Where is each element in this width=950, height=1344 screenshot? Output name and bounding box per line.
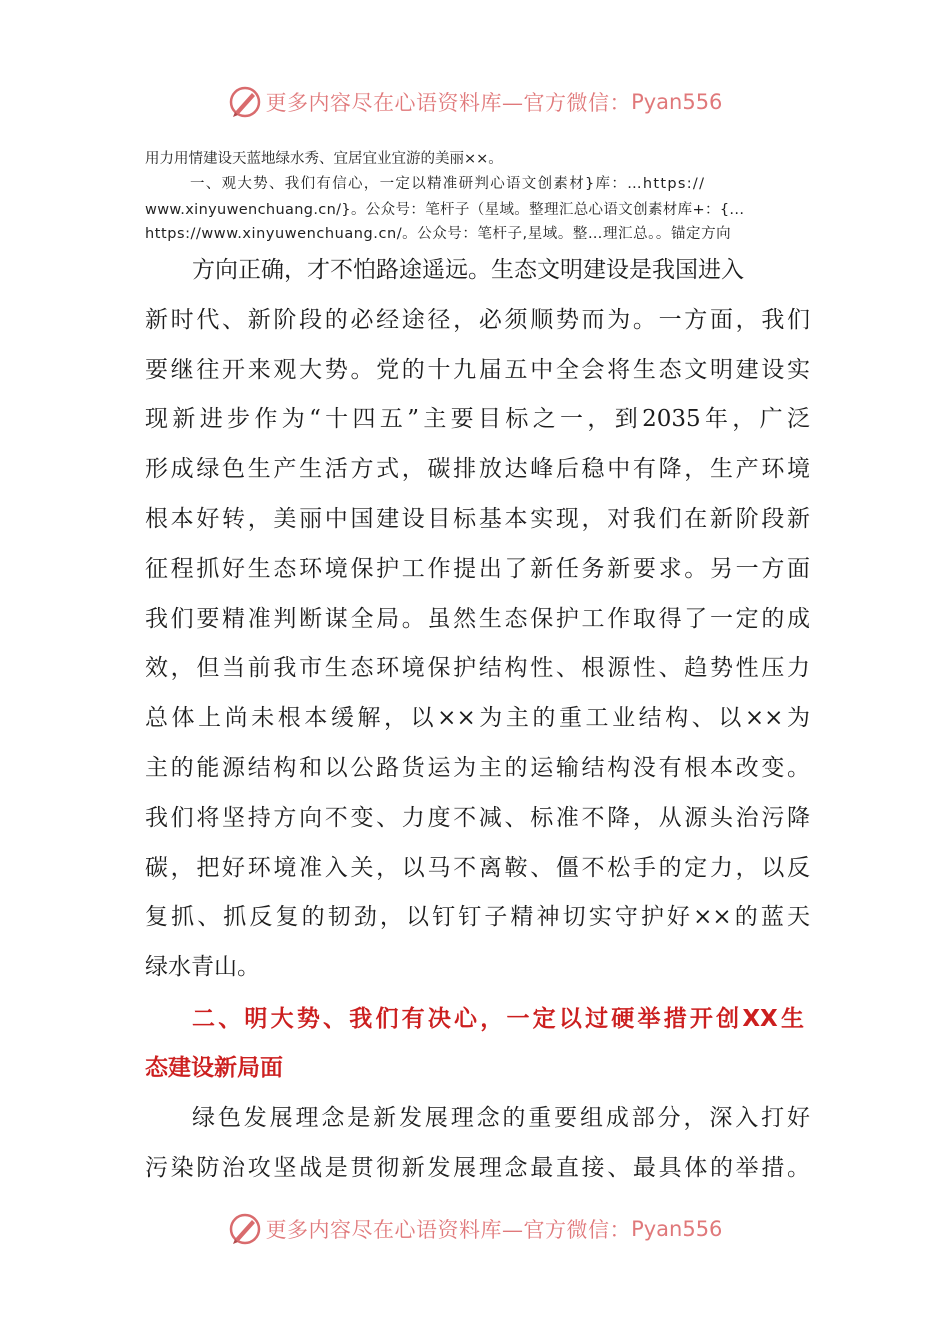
banner-wechat-id: Pyan556 (631, 1217, 723, 1241)
body-line: 复抓、抓反复的韧劲，以钉钉子精神切实守护好××的蓝天 (145, 904, 810, 930)
body-line: 绿色发展理念是新发展理念的重要组成部分，深入打好 (192, 1105, 810, 1131)
header-line: www.xinyuwenchuang.cn/}。公众号：笔杆子（星域。整理汇总心语文创素材库+：{... (145, 202, 745, 218)
bottom-banner (0, 1209, 950, 1249)
body-line: 主的能源结构和以公路货运为主的运输结构没有根本改变。 (145, 755, 810, 781)
body-line: 绿水青山。 (145, 954, 260, 980)
body-line: 形成绿色生产生活方式，碳排放达峰后稳中有降，生产环境 (145, 456, 810, 482)
banner-text: 更多内容尽在心语资料库—官方微信： (265, 1218, 632, 1242)
body-line: 征程抓好生态环境保护工作提出了新任务新要求。另一方面 (145, 556, 810, 582)
banner-text: 更多内容尽在心语资料库—官方微信： (265, 91, 632, 115)
body-line: 效，但当前我市生态环境保护结构性、根源性、趋势性压力 (145, 655, 810, 681)
section-heading: 态建设新局面 (145, 1055, 283, 1081)
section-heading: 二、明大势、我们有决心，一定以过硬举措开创XX生 (192, 1006, 804, 1032)
body-line: 方向正确，才不怕路途遥远。生态文明建设是我国进入 (192, 257, 744, 283)
body-line: 现新进步作为“十四五”主要目标之一，到2035年，广泛 (145, 406, 810, 432)
banner-wechat-id: Pyan556 (631, 90, 723, 114)
body-line: 新时代、新阶段的必经途径，必须顺势而为。一方面，我们 (145, 307, 810, 333)
header-line: 一、观大势、我们有信心，一定以精准研判心语文创素材}库：…https:// (190, 176, 706, 192)
header-line: https://www.xinyuwenchuang.cn/。公众号：笔杆子,星域。整…理汇总。。锚定方向 (145, 226, 732, 242)
body-line: 我们要精准判断谋全局。虽然生态保护工作取得了一定的成 (145, 606, 810, 632)
header-line: 用力用情建设天蓝地绿水秀、宜居宜业宜游的美丽××。 (145, 151, 503, 167)
body-line: 碳，把好环境准入关，以马不离鞍、僵不松手的定力，以反 (145, 855, 810, 881)
body-line: 我们将坚持方向不变、力度不减、标准不降，从源头治污降 (145, 805, 810, 831)
body-line: 总体上尚未根本缓解，以××为主的重工业结构、以××为 (145, 705, 810, 731)
body-line: 要继往开来观大势。党的十九届五中全会将生态文明建设实 (145, 357, 810, 383)
body-line: 污染防治攻坚战是贯彻新发展理念最直接、最具体的举措。 (145, 1155, 810, 1181)
top-banner (0, 82, 950, 122)
pen-logo-icon (228, 1212, 262, 1246)
body-line: 根本好转，美丽中国建设目标基本实现，对我们在新阶段新 (145, 506, 810, 532)
pen-logo-icon (228, 85, 262, 119)
